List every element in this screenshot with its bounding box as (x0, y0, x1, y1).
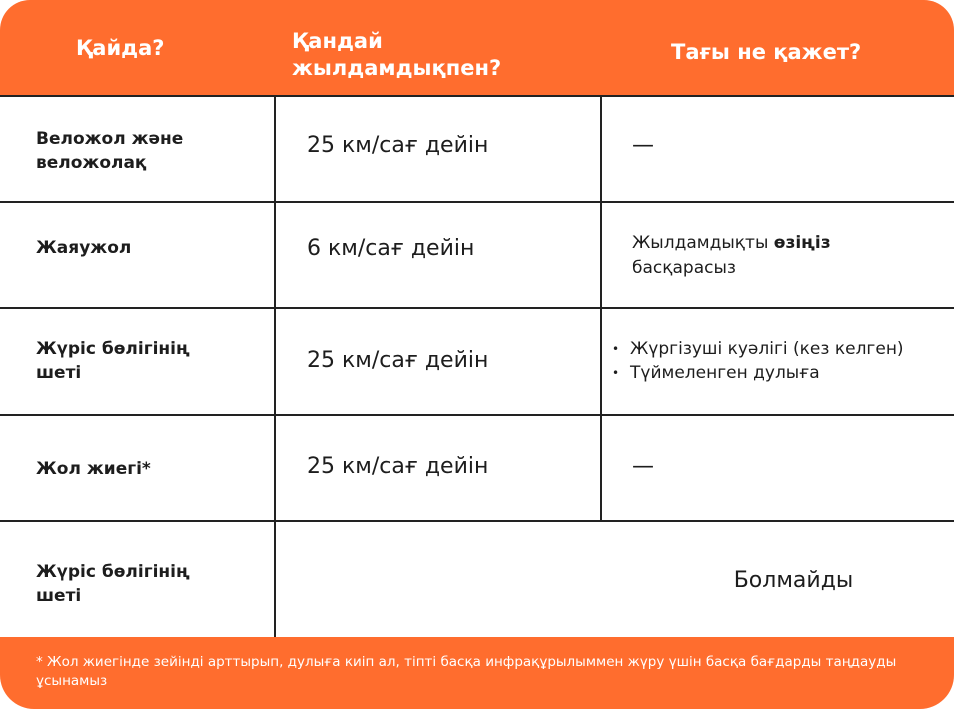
row-extra-list (612, 337, 904, 385)
row-merged (276, 568, 954, 593)
row-divider (0, 95, 954, 97)
merged-text: Болмайды (733, 568, 854, 593)
row-divider (0, 307, 954, 309)
row-extra: — (632, 133, 654, 158)
header-speed: Қандай жылдамдықпен? (292, 29, 502, 80)
column-divider (274, 96, 276, 637)
row-extra: — (632, 454, 654, 479)
list-item: • Жүргізуші куәлігі (кез келген) (612, 337, 904, 361)
row-speed: 25 км/сағ дейін (307, 133, 489, 158)
extra-text: басқарасыз (632, 258, 736, 278)
row-divider (0, 520, 954, 522)
row-where: Жол жиегі* (36, 459, 151, 479)
extra-bold: өзіңіз (773, 233, 831, 253)
column-divider (600, 96, 602, 521)
row-where: Жаяужол (36, 238, 132, 258)
row-speed: 25 км/сағ дейін (307, 454, 489, 479)
list-item: • Түймеленген дулыға (612, 361, 904, 385)
header-extra: Тағы не қажет? (671, 40, 862, 64)
row-where: Жүріс бөлігінің шеті (36, 339, 190, 383)
extra-text: Жылдамдықты (632, 233, 774, 253)
row-where: Жүріс бөлігінің шеті (36, 562, 190, 606)
table-header (0, 0, 954, 96)
row-extra (632, 231, 892, 281)
row-speed: 6 км/сағ дейін (307, 236, 475, 261)
header-where: Қайда? (76, 36, 165, 60)
row-divider (0, 201, 954, 203)
row-where: Веложол және веложолақ (36, 129, 184, 173)
row-speed: 25 км/сағ дейін (307, 348, 489, 373)
row-divider (0, 414, 954, 416)
footnote: * Жол жиегінде зейінді арттырып, дулыға киіп ал, тіпті басқа инфрақұрылыммен жүру үшін басқа бағдарды таңдауды ұсынамыз (0, 637, 954, 709)
